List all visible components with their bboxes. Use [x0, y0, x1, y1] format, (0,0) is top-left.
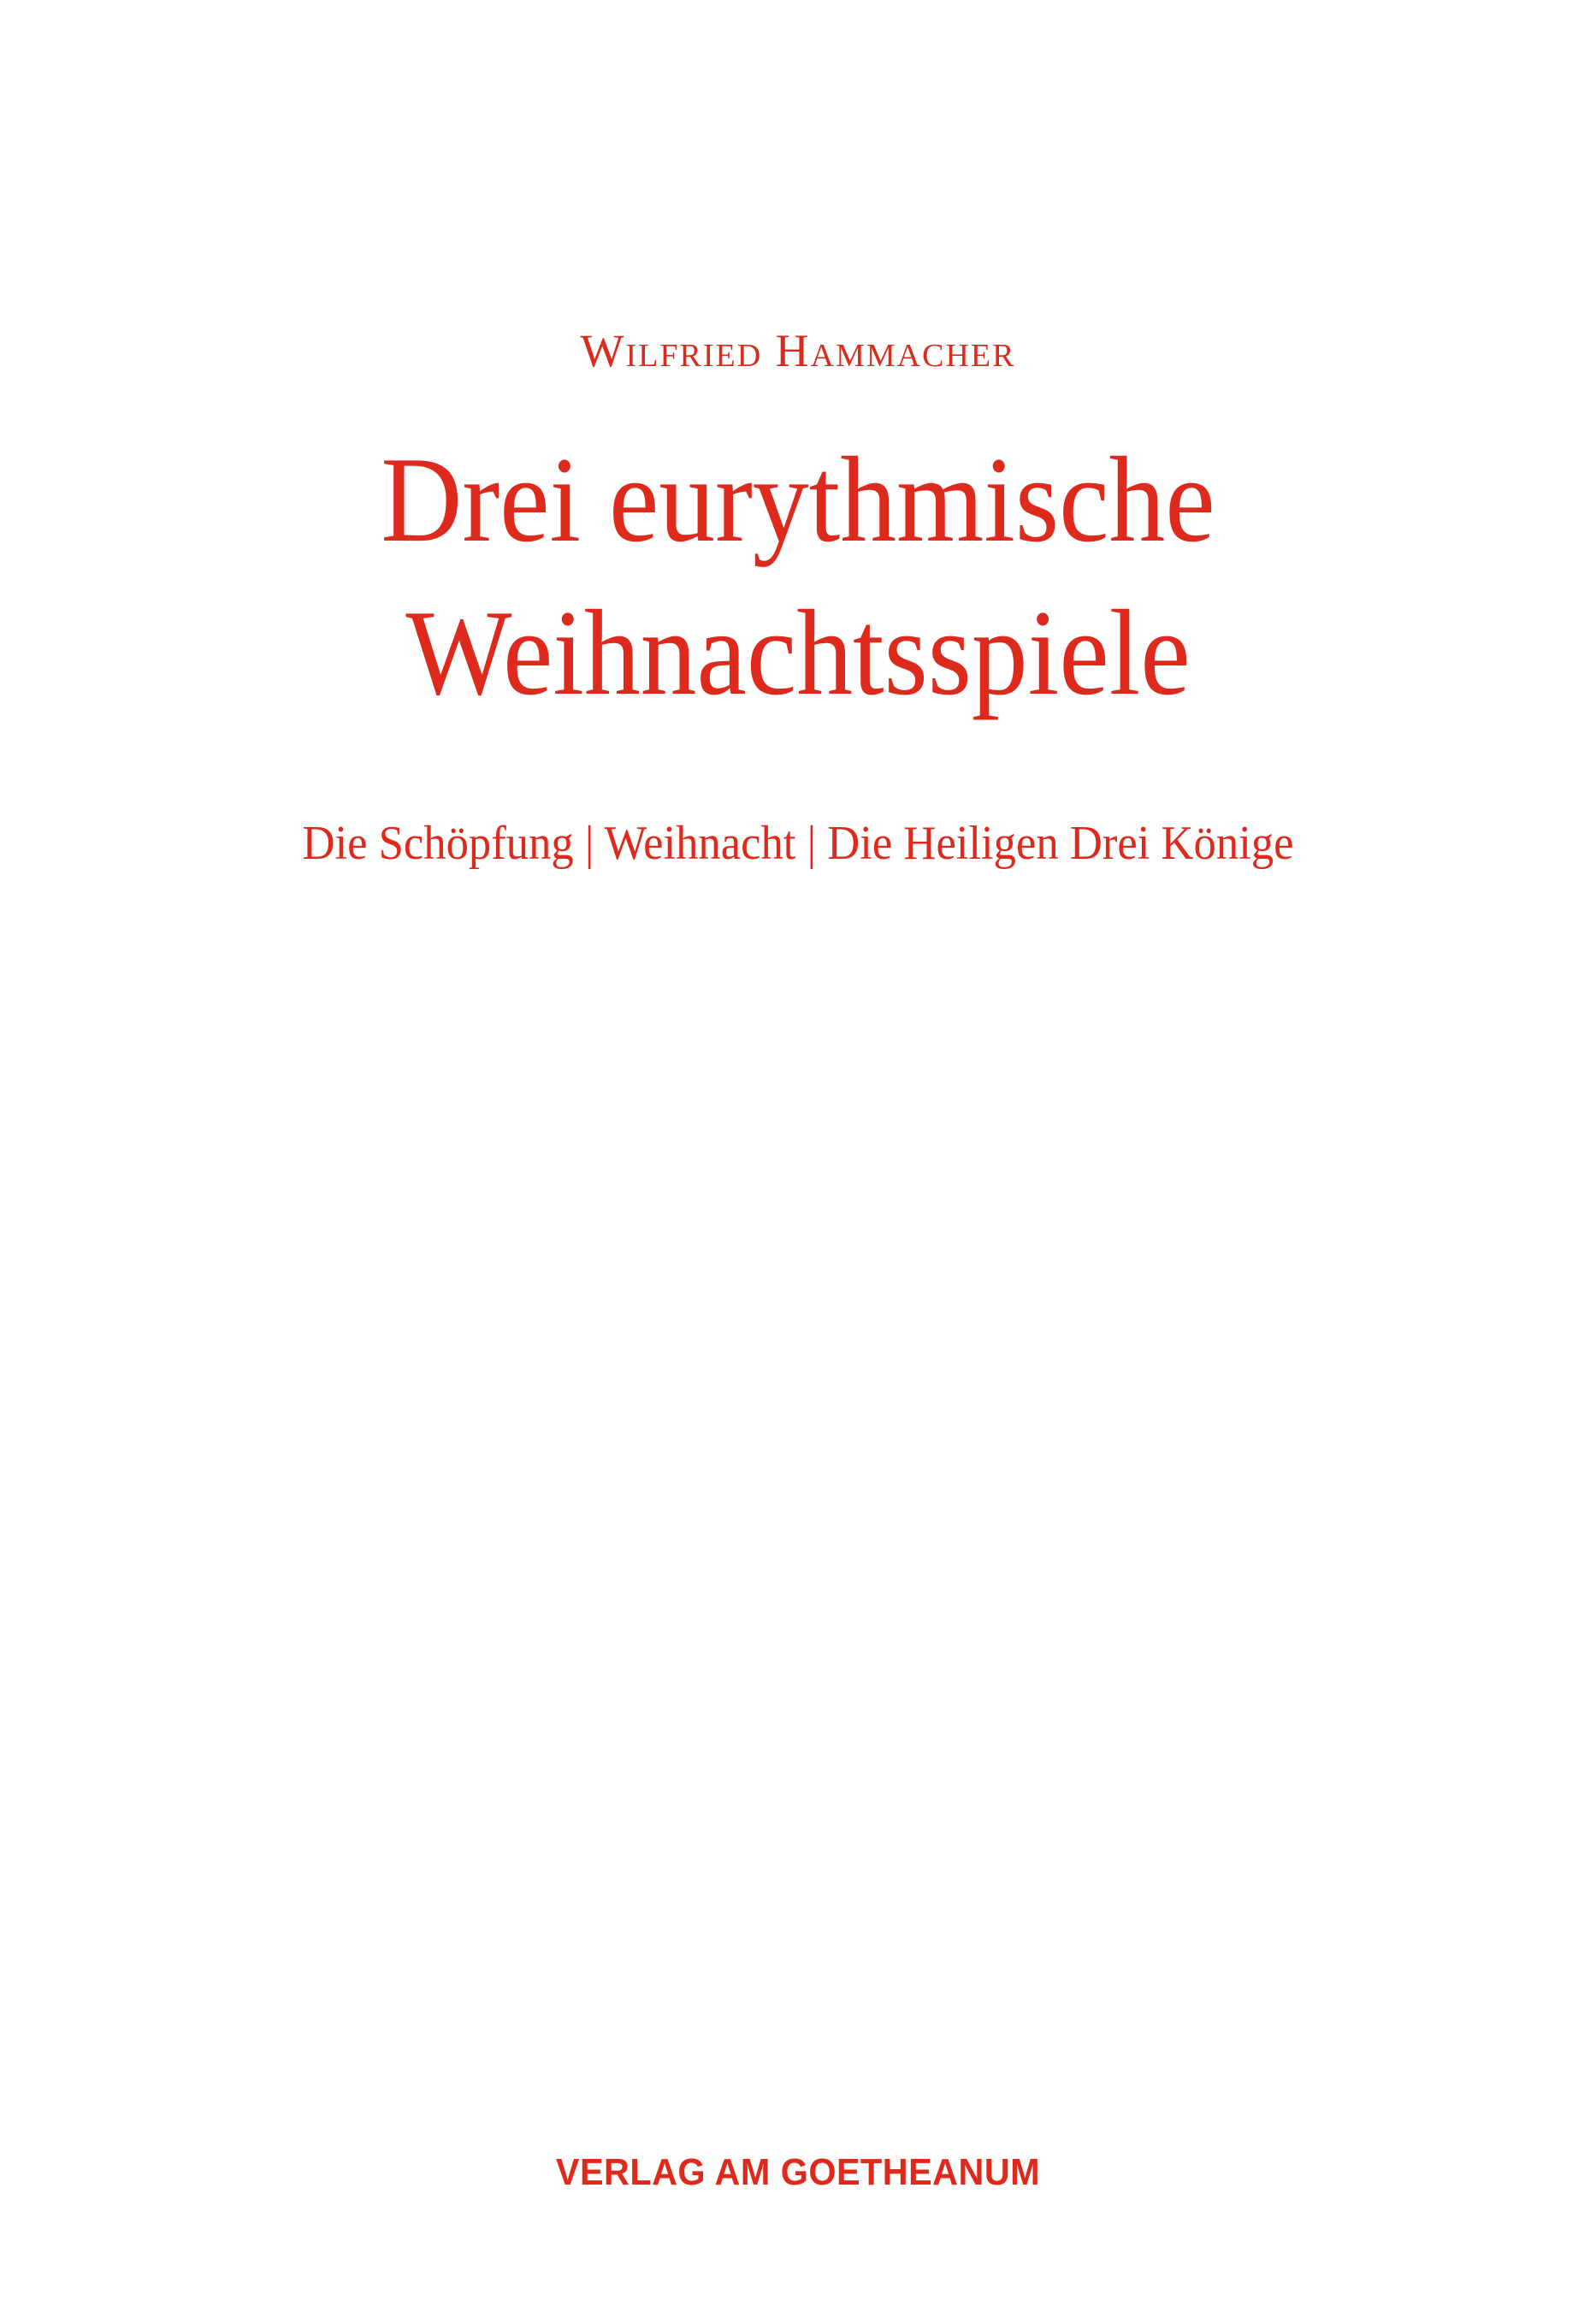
book-title	[0, 423, 1596, 730]
book-title-line-1: Drei eurythmische	[381, 432, 1215, 567]
subtitle: Die Schöpfung | Weihnacht | Die Heiligen Drei Könige	[302, 817, 1294, 870]
publisher-imprint: VERLAG AM GOETHEANUM	[555, 2151, 1041, 2193]
book-title-line-2: Weihnachtsspiele	[405, 585, 1191, 720]
author-name: Wilfried Hammacher	[580, 325, 1016, 376]
